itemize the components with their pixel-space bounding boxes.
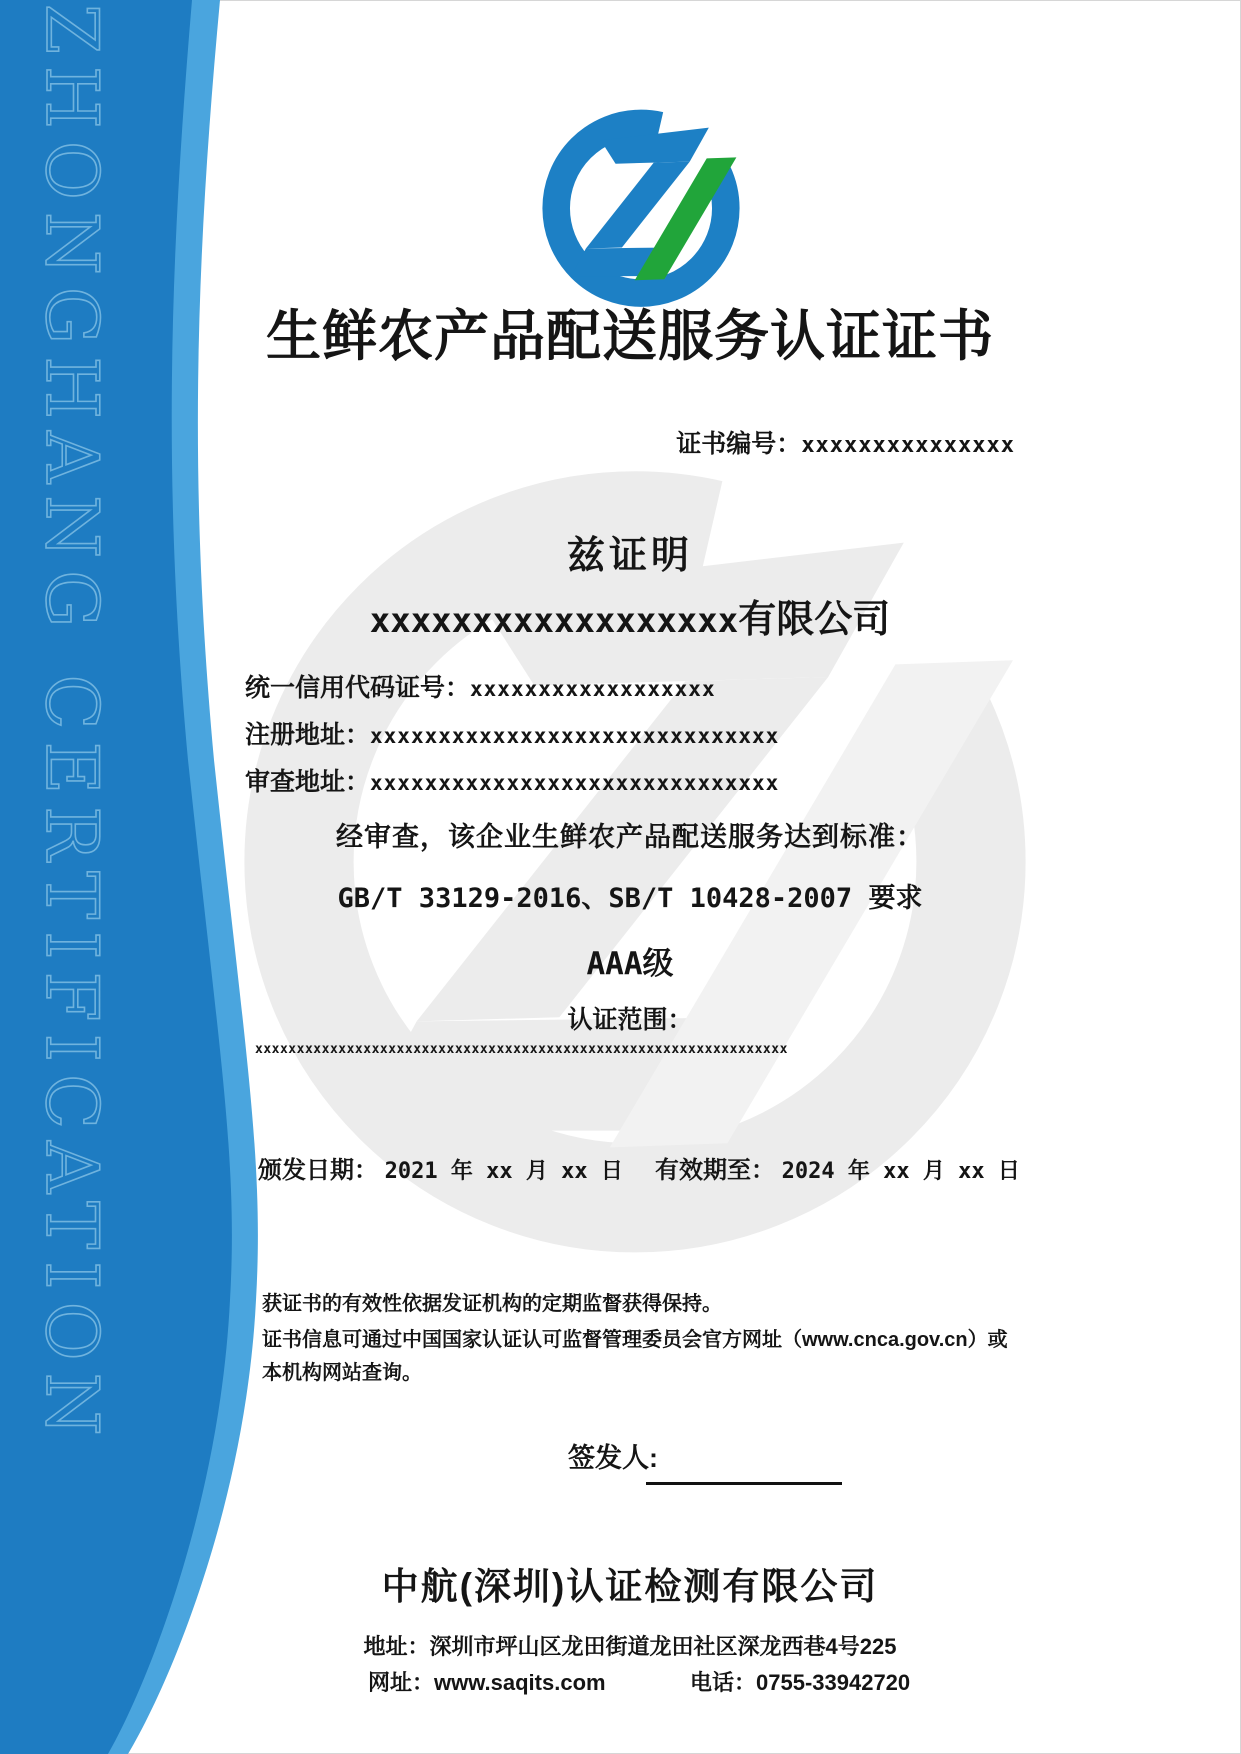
scope-label: 认证范围： <box>567 1006 693 1034</box>
company-name <box>245 588 1015 643</box>
company-name-placeholder: xxxxxxxxxxxxxxxxxx <box>369 601 739 641</box>
credit-code-value: xxxxxxxxxxxxxxxxxx <box>470 677 716 701</box>
registered-address-row <box>245 715 1015 751</box>
valid-until-row <box>655 1150 1020 1185</box>
issuing-organization: 中航(深圳)认证检测有限公司 <box>381 1566 879 1607</box>
audit-address-row <box>245 762 1015 798</box>
issue-date-row <box>258 1150 623 1185</box>
credit-code-label: 统一信用代码证号： <box>245 674 471 702</box>
organization-address: 地址：深圳市坪山区龙田街道龙田社区深龙西巷4号225 <box>363 1634 897 1659</box>
certificate-number-row <box>245 424 1015 460</box>
certificate-number-label: 证书编号： <box>676 430 802 458</box>
zhonghang-logo-icon <box>535 98 747 310</box>
audit-statement: 经审查，该企业生鲜农产品配送服务达到标准： <box>336 822 924 852</box>
note-line-1: 获证书的有效性依据发证机构的定期监督获得保持。 <box>262 1293 722 1315</box>
issue-date-value: 2021 年 xx 月 xx 日 <box>384 1159 623 1184</box>
registered-address-value: xxxxxxxxxxxxxxxxxxxxxxxxxxxxxx <box>370 724 780 748</box>
organization-website: 网址：www.saqits.com <box>368 1670 606 1695</box>
organization-phone: 电话：0755-33942720 <box>690 1670 911 1695</box>
credit-code-row <box>245 668 1015 704</box>
certificate-title: 生鲜农产品配送服务认证证书 <box>265 305 994 367</box>
company-name-suffix: 有限公司 <box>738 599 891 641</box>
note-line-2: 证书信息可通过中国国家认证认可监督管理委员会官方网址（www.cnca.gov.cn）或本机构网站查询。 <box>262 1329 1008 1384</box>
certificate-number-value: xxxxxxxxxxxxxxx <box>801 433 1015 458</box>
valid-until-value: 2024 年 xx 月 xx 日 <box>781 1159 1020 1184</box>
standards-line: GB/T 33129-2016、SB/T 10428-2007 要求 <box>337 883 923 914</box>
issuer-signature-label: 签发人: <box>568 1443 658 1473</box>
scope-value: xxxxxxxxxxxxxxxxxxxxxxxxxxxxxxxxxxxxxxxxxxxxxxxxxxxxxxxxxxxxxxxx <box>255 1042 788 1057</box>
notes-block <box>262 1288 1014 1393</box>
audit-address-label: 审查地址： <box>245 768 371 796</box>
audit-address-value: xxxxxxxxxxxxxxxxxxxxxxxxxxxxxx <box>370 771 780 795</box>
issuer-signature-line <box>646 1452 842 1485</box>
registered-address-label: 注册地址： <box>245 721 371 749</box>
band-watermark-text: ZHONGHANG CERTIFICATION <box>30 4 114 1448</box>
grade-line: AAA级 <box>586 946 674 982</box>
valid-until-label: 有效期至： <box>655 1157 775 1184</box>
issue-date-label: 颁发日期： <box>258 1157 378 1184</box>
certify-heading: 兹证明 <box>566 535 693 577</box>
